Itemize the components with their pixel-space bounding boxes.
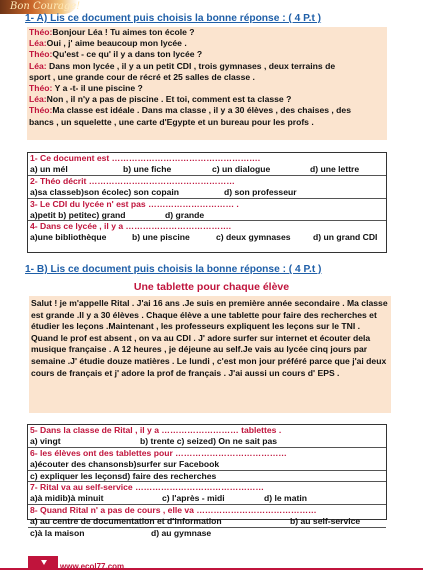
dialog-text: Oui , j' aime beaucoup mon lycée .: [46, 38, 187, 49]
answer-option[interactable]: d) le matin: [264, 493, 307, 504]
answer-option[interactable]: d) grande: [165, 209, 205, 220]
answer-options: [28, 516, 386, 527]
answer-option[interactable]: d) au gymnase: [151, 528, 212, 539]
dialog-line: [27, 105, 387, 116]
dialog-line: [27, 83, 387, 94]
answer-option[interactable]: c) l'après - midi: [162, 493, 225, 504]
answer-option[interactable]: b) une piscine: [132, 232, 190, 243]
answer-option[interactable]: a)écouter des chansonsb)surfer sur Facebook: [30, 458, 220, 469]
speaker-label: Léa:: [29, 60, 47, 71]
answer-options: [28, 528, 386, 539]
dialog-line: [27, 61, 387, 72]
question-8: [28, 505, 386, 528]
questions-box-b: [27, 424, 387, 539]
question-6-continued: [28, 471, 386, 483]
question-6: [28, 448, 386, 471]
question-3: [28, 199, 386, 222]
answer-option[interactable]: a)à midib)à minuit: [30, 493, 104, 504]
dialog-line: [27, 94, 387, 105]
answer-option[interactable]: a)petit b) petitec) grand: [30, 209, 126, 220]
banner-text: Bon Courage!: [10, 1, 80, 12]
answer-options: [28, 210, 386, 221]
question-2: [28, 176, 386, 199]
dialog-text: Non , il n'y a pas de piscine . Et toi, comment est ta classe ?: [46, 94, 292, 105]
dialog-text: bancs , un squelette , une carte d'Egypte et un bureau pour les profs .: [29, 116, 314, 127]
answer-option[interactable]: d) son professeur: [224, 186, 297, 197]
dialog-line: [27, 38, 387, 49]
dialog-text-block: [27, 27, 387, 140]
dialog-line: [27, 72, 387, 83]
answer-options: [28, 471, 386, 482]
section-b-heading: 1- B) Lis ce document puis choisis la bonne réponse : ( 4 P.t ): [25, 264, 322, 275]
passage-title: Une tablette pour chaque élève: [133, 281, 290, 293]
question-title: 4- Dans ce lycée , il y a ……………………………….: [30, 221, 232, 232]
footer-arrow-icon: [28, 556, 58, 570]
passage-text: Salut ! je m'appelle Rital . J'ai 16 ans .Je suis en première année secondaire . Ma classe est grande .Il y a 30 élèves . Chaque élève a une tablette pour faire des recherches et étudier les leçons .Maintenant , les professeurs expliquent les leçons sur le TNI . Quand le prof est absent , on va au CDI . J' adore surfer sur internet et écouter dela musique française . A 12 heures , je déjeune au self.Je vais au lycée cinq jours par semaine .J' étudie douze matières . Le lundi , c'est mon jour préféré parce que j'ai deux cours de français et j' adore la prof de français . J'ai aussi un cours d' EPS .: [29, 296, 391, 413]
question-title: 8- Quand Rital n' a pas de cours , elle va ……………………………………: [30, 505, 317, 516]
question-title: 3- Le CDI du lycée n' est pas ………………………… .: [30, 198, 239, 209]
answer-options: [28, 459, 386, 470]
dialog-line: [27, 117, 387, 128]
answer-option[interactable]: a) un mél: [30, 163, 68, 174]
question-title: 2- Théo décrit ……………………………………………: [30, 175, 235, 186]
question-1: [28, 153, 386, 176]
question-8-continued: [28, 528, 386, 539]
question-title: 6- les élèves ont des tablettes pour …………………………………: [30, 447, 287, 458]
speaker-label: Léa:: [29, 94, 47, 105]
answer-options: [28, 436, 386, 447]
answer-options: [28, 164, 386, 175]
answer-options: [28, 232, 386, 243]
speaker-label: Léa:: [29, 38, 47, 49]
dialog-text: Qu'est - ce qu' il y a dans ton lycée ?: [52, 49, 203, 60]
answer-option[interactable]: b) trente c) seized) On ne sait pas: [140, 435, 278, 446]
dialog-text: Ma classe est idéale . Dans ma classe , il y a 30 élèves , des chaises , des: [52, 105, 351, 116]
question-4: [28, 221, 386, 243]
answer-option[interactable]: c) expliquer les leçonsd) faire des recherches: [30, 470, 217, 481]
answer-options: [28, 493, 386, 504]
answer-option[interactable]: d) une lettre: [310, 163, 360, 174]
answer-option[interactable]: c) deux gymnases: [216, 232, 291, 243]
question-7: [28, 482, 386, 505]
dialog-line: [27, 49, 387, 60]
answer-option[interactable]: c)à la maison: [30, 528, 85, 539]
answer-option[interactable]: c) un dialogue: [212, 163, 271, 174]
dialog-text: Y a -t- il une piscine ?: [52, 83, 143, 94]
dialog-text: sport , une grande cour de récré et 25 salles de classe .: [29, 71, 255, 82]
answer-options: [28, 187, 386, 198]
question-5: [28, 425, 386, 448]
answer-option[interactable]: a) au centre de documentation et d'information: [30, 516, 222, 527]
footer-url[interactable]: www.ecol77.com: [60, 562, 125, 571]
answer-option[interactable]: a)sa classeb)son écolec) son copain: [30, 186, 180, 197]
answer-option[interactable]: a)une bibliothèque: [30, 232, 107, 243]
speaker-label: Théo:: [29, 105, 53, 116]
section-a-heading: 1- A) Lis ce document puis choisis la bonne réponse : ( 4 P.t ): [25, 13, 322, 24]
answer-option[interactable]: b) une fiche: [123, 163, 172, 174]
speaker-label: Théo:: [29, 83, 53, 94]
questions-box-a: [27, 152, 387, 253]
speaker-label: Théo:: [29, 49, 53, 60]
question-title: 1- Ce document est …………………………………………….: [30, 153, 261, 163]
answer-option[interactable]: d) un grand CDI: [313, 232, 378, 243]
dialog-line: [27, 27, 387, 38]
dialog-text: Dans mon lycée , il y a un petit CDI , trois gymnases , deux terrains de: [46, 60, 336, 71]
answer-option[interactable]: b) au self-service: [290, 516, 361, 527]
dialog-text: Bonjour Léa ! Tu aimes ton école ?: [52, 27, 195, 37]
question-title: 5- Dans la classe de Rital , il y a ……………………… tablettes .: [30, 425, 282, 435]
speaker-label: Théo:: [29, 27, 53, 37]
answer-option[interactable]: a) vingt: [30, 435, 61, 446]
question-title: 7- Rital va au self-service ………………………………………: [30, 482, 264, 493]
